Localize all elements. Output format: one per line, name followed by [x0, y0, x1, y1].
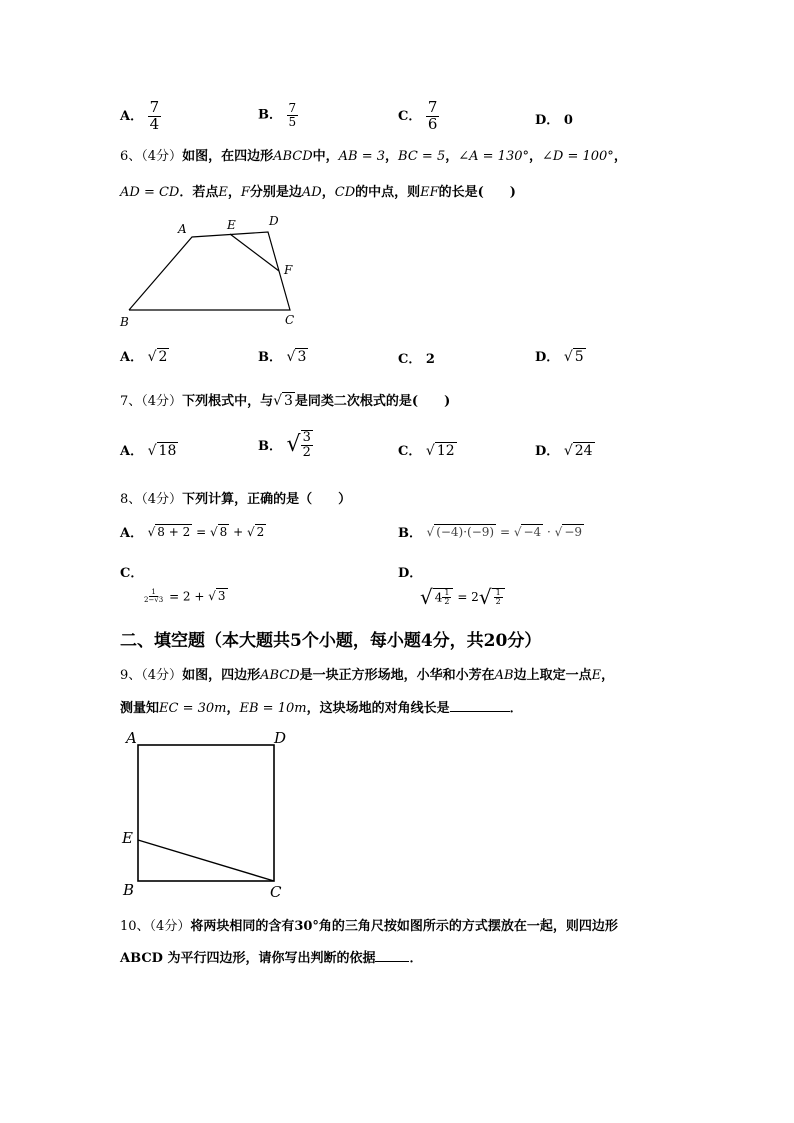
- question-number: 9、: [120, 668, 142, 683]
- segment-ec: [138, 840, 274, 881]
- question-number: 10、: [120, 919, 150, 934]
- answer-blank[interactable]: [450, 711, 510, 712]
- option-label: C．: [398, 352, 422, 367]
- option-expression: √ 8 + 2 = √ 8 + √ 2: [147, 525, 265, 539]
- q6-option-b[interactable]: [258, 346, 308, 365]
- option-value: 2: [425, 352, 435, 367]
- question-score: （4分）: [141, 668, 183, 683]
- fraction: $\frac{7}{5}$: [288, 101, 297, 129]
- answer-blank[interactable]: [375, 961, 409, 962]
- option-expression: √ (−4)·(−9) = √ −4 · √ −9: [426, 525, 583, 539]
- sqrt-expression: √ 5: [563, 349, 584, 365]
- q10-line2: ABCD 为平行四边形，请你写出判断的依据 ．: [120, 951, 423, 966]
- q6-line1: 6、（4分）如图，在四边形ABCD中，AB = 3，BC = 5，∠A = 130°，∠D = 100°，: [120, 149, 627, 164]
- q9-square-figure: [118, 725, 298, 900]
- question-score: （4分）: [141, 492, 183, 507]
- label-b: B: [123, 881, 135, 899]
- option-label: D．: [535, 113, 560, 128]
- option-label: C．: [398, 108, 422, 124]
- label-a: A: [178, 222, 187, 236]
- label-e: E: [122, 829, 133, 847]
- option-label: B．: [398, 526, 422, 541]
- label-c: C: [285, 313, 295, 327]
- q7-option-d[interactable]: [535, 440, 595, 459]
- sqrt-expression: √ 3: [286, 349, 307, 365]
- label-e: E: [227, 218, 236, 232]
- question-score: （4分）: [149, 919, 191, 934]
- q5-option-b[interactable]: [258, 102, 298, 128]
- q5-option-c[interactable]: [398, 100, 439, 133]
- fraction: $\frac{3}{2}$: [302, 430, 311, 460]
- q8-option-b[interactable]: [398, 522, 584, 541]
- label-b: B: [120, 315, 129, 329]
- q7-stem: 7、（4分）下列根式中，与√ 3 是同类二次根式的是( ): [120, 393, 451, 409]
- sqrt-expression: √ 18: [147, 443, 177, 459]
- q8-stem: 8、（4分）下列计算，正确的是（ ）: [120, 492, 352, 507]
- q9-line2: 测量知EC = 30m，EB = 10m，这块场地的对角线长是 ．: [120, 701, 523, 716]
- option-label: A．: [120, 350, 144, 365]
- q8-option-a[interactable]: [120, 522, 266, 541]
- label-c: C: [270, 883, 282, 900]
- option-label: A．: [120, 526, 144, 541]
- option-label: B．: [258, 439, 282, 455]
- option-label: C．: [120, 566, 144, 581]
- radical-sign: √: [286, 432, 301, 458]
- fraction: $\frac{7}{4}$: [149, 98, 160, 133]
- q6-line2: AD = CD．若点E，F分别是边AD，CD的中点，则EF的长是( ): [120, 185, 516, 200]
- sqrt-expression: √ 2: [147, 349, 168, 365]
- quadrilateral-abcd: [129, 232, 290, 310]
- option-label: C．: [398, 444, 422, 459]
- q7-option-b[interactable]: [258, 430, 313, 459]
- question-number: 7、: [120, 394, 142, 409]
- option-label: D．: [535, 350, 560, 365]
- sqrt-expression: √ 3: [273, 393, 293, 409]
- q6-quadrilateral-figure: [110, 208, 320, 333]
- option-label: D．: [535, 444, 560, 459]
- question-number: 6、: [120, 149, 142, 164]
- option-label: B．: [258, 350, 282, 365]
- option-value: 0: [563, 113, 573, 128]
- option-label: D．: [398, 566, 423, 581]
- q10-line1: 10、（4分）将两块相同的含有30°角的三角尺按如图所示的方式摆放在一起，则四边形: [120, 919, 618, 934]
- label-f: F: [284, 263, 293, 277]
- q5-option-a[interactable]: [120, 100, 161, 133]
- option-expression: √ 4 $\frac{1}{2}$ = 2√ $\frac{1}{2}$: [420, 585, 505, 609]
- question-score: （4分）: [141, 394, 183, 409]
- option-label: B．: [258, 107, 282, 123]
- q7-option-a[interactable]: [120, 440, 178, 459]
- section-title: 二、填空题（本大题共5个小题，每小题4分，共20分）: [120, 631, 542, 651]
- label-d: D: [274, 729, 287, 747]
- q6-option-d[interactable]: [535, 346, 586, 365]
- option-expression: $\frac{1}{2-√3}$ = 2 + √ 3: [144, 588, 226, 605]
- option-label: A．: [120, 108, 144, 124]
- sqrt-expression: √ 12: [425, 443, 455, 459]
- label-d: D: [269, 214, 279, 228]
- q7-option-c[interactable]: [398, 440, 457, 459]
- q9-line1: 9、（4分）如图，四边形ABCD是一块正方形场地，小华和小芳在AB边上取定一点E，: [120, 668, 615, 683]
- label-a: A: [126, 729, 137, 747]
- fraction: $\frac{7}{6}$: [427, 98, 438, 133]
- question-number: 8、: [120, 492, 142, 507]
- question-score: （4分）: [141, 149, 183, 164]
- segment-ef: [230, 234, 279, 271]
- q5-option-d[interactable]: [535, 109, 573, 128]
- q8-option-d[interactable]: [398, 562, 505, 609]
- q8-option-c[interactable]: [120, 562, 228, 605]
- q6-option-a[interactable]: [120, 346, 169, 365]
- option-label: A．: [120, 444, 144, 459]
- q6-option-c[interactable]: [398, 348, 435, 367]
- sqrt-expression: √ 24: [563, 443, 593, 459]
